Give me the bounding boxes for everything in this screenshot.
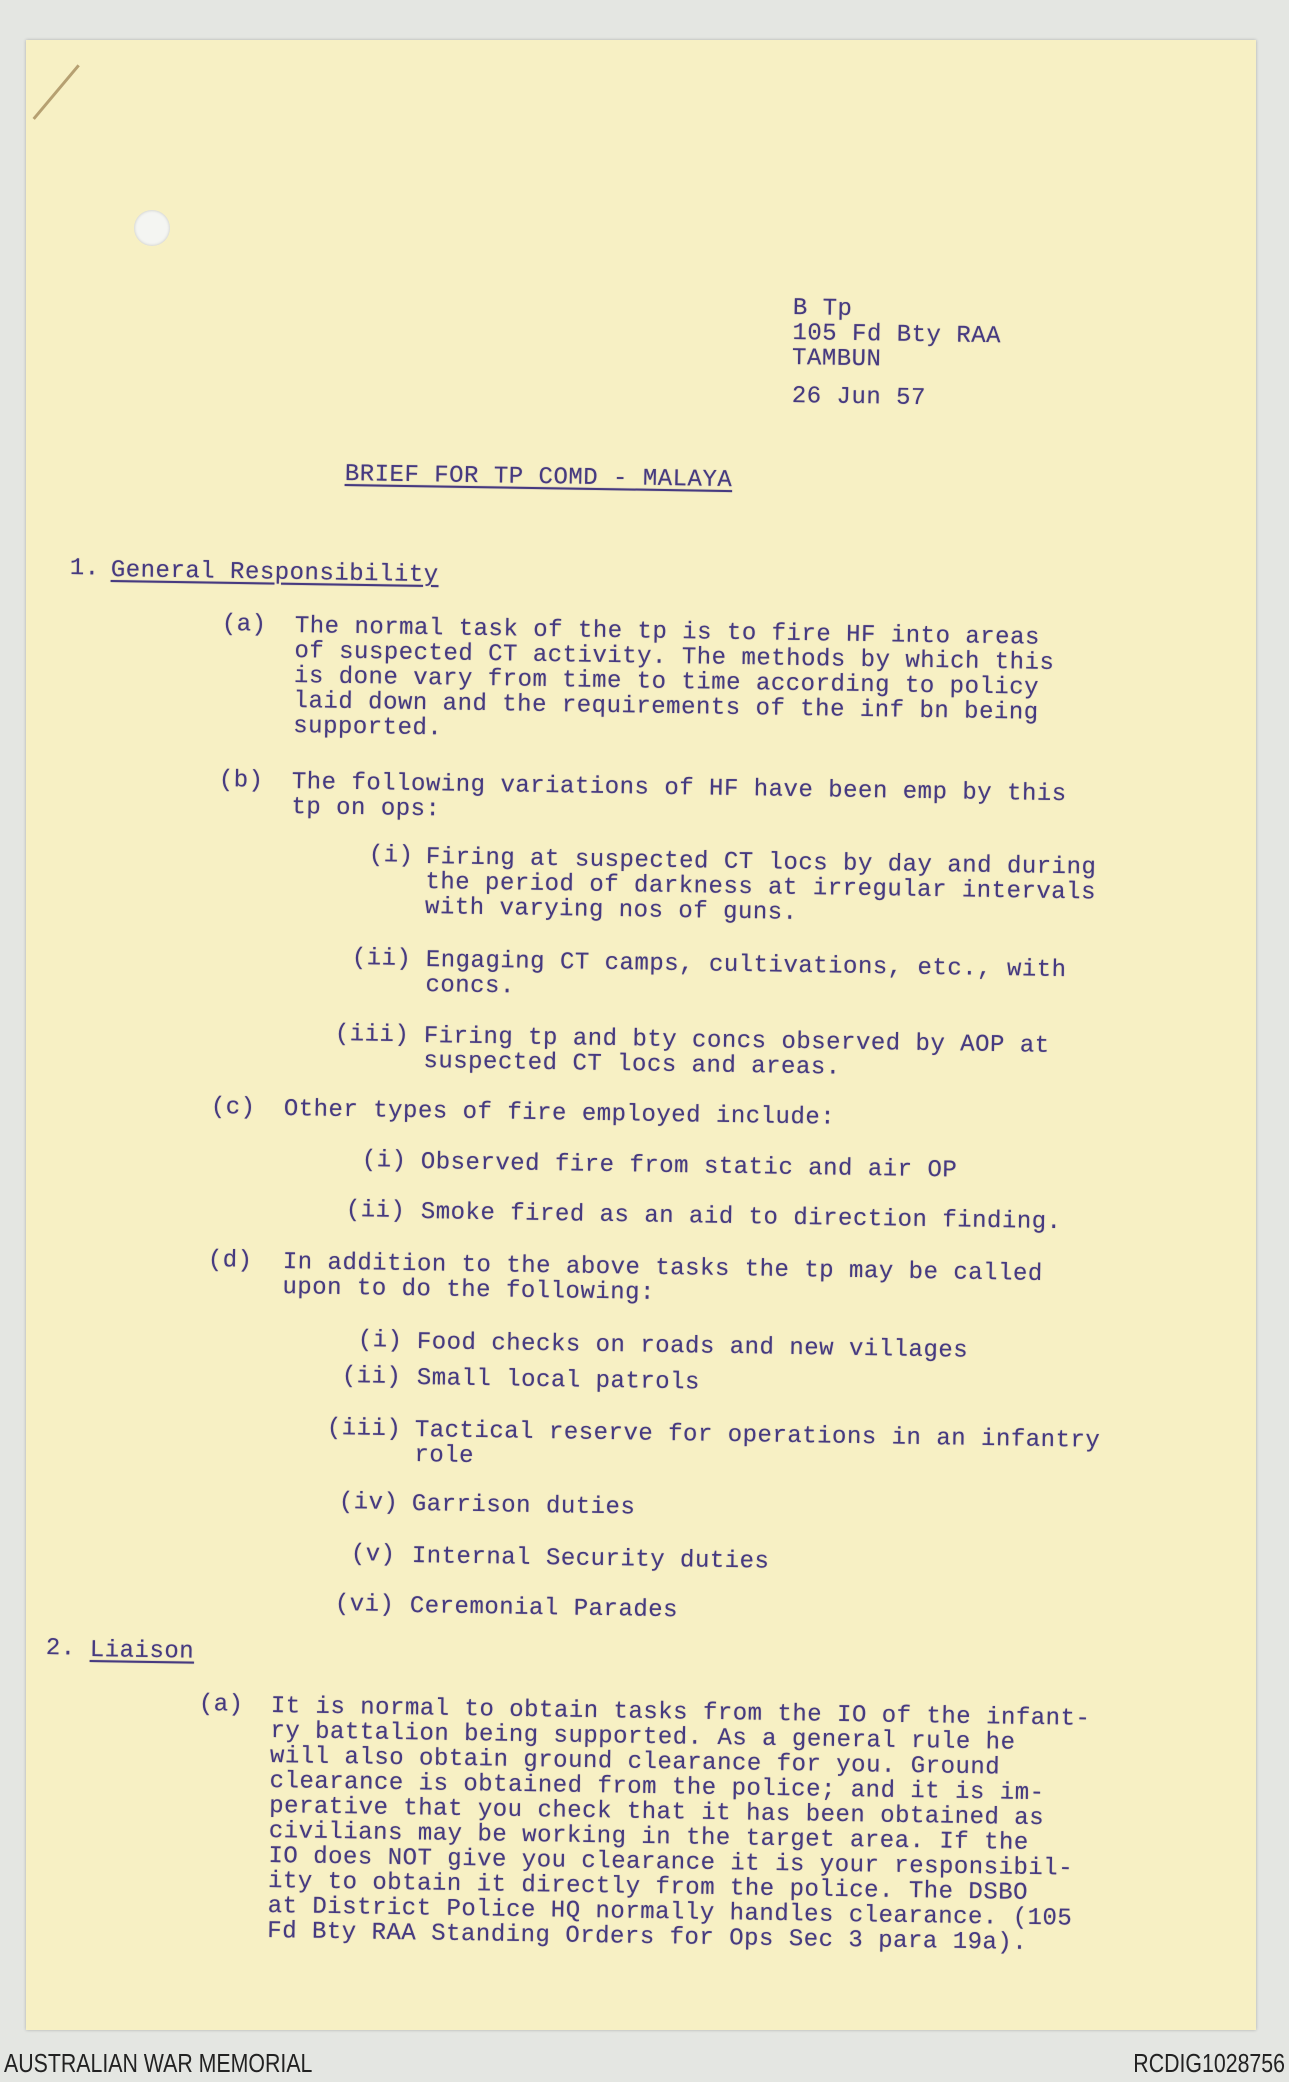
item-1b-label: (b) <box>218 767 264 795</box>
punch-hole <box>134 210 170 246</box>
item-2a-text: It is normal to obtain tasks from the IO of the infant- ry battalion being supported. As a general rule he will also obtain ground clearance for you. Ground clearance is obtained from the police; and it is im- perative that you check that it has been obtained as civilians may be working in the target area. If the IO does NOT give you clearance it is your responsibil- ity to obtain it directly from the police. The DSBO at District Police HQ normally handles clearance. (105 Fd Bty RAA Standing Orders for Ops Sec 3 para 19a). <box>267 1693 1091 1957</box>
address-line-3: TAMBUN <box>791 344 882 374</box>
item-1d-i-text: Food checks on roads and new villages <box>416 1329 969 1365</box>
item-1a-label: (a) <box>221 611 267 639</box>
item-1d-label: (d) <box>207 1247 253 1275</box>
address-line-2: 105 Fd Bty RAA <box>792 319 1002 351</box>
item-1b-i-text: Firing at suspected CT locs by day and during the period of darkness at irregular intervals with varying nos of guns. <box>424 844 1097 927</box>
item-1d-v-label: (v) <box>350 1541 396 1569</box>
item-1d-v-text: Internal Security duties <box>411 1543 770 1576</box>
item-1c-i-label: (i) <box>361 1147 407 1175</box>
item-1d-ii-text: Small local patrols <box>416 1365 701 1397</box>
item-1b-iii-label: (iii) <box>334 1021 410 1050</box>
section-2-heading: Liaison <box>89 1637 195 1666</box>
item-1d-text: In addition to the above tasks the tp may be called upon to do the following: <box>282 1249 1043 1307</box>
item-1b-text: The following variations of HF have been emp by this tp on ops: <box>291 769 1067 824</box>
section-1-heading: General Responsibility <box>110 557 439 590</box>
item-1c-i-text: Observed fire from static and air OP <box>420 1149 958 1185</box>
item-1a-text: The normal task of the tp is to fire HF into areas of suspected CT activity. The methods by which this is done vary from time to time according to policy laid down and the requirements of the inf bn being supported. <box>293 613 1055 743</box>
item-1d-iv-text: Garrison duties <box>411 1491 636 1522</box>
date: 26 Jun 57 <box>791 383 927 413</box>
footer-record-id: RCDIG1028756 <box>1133 2048 1285 2078</box>
item-1d-iv-label: (iv) <box>338 1489 399 1517</box>
address-block <box>792 296 1002 374</box>
item-1c-ii-label: (ii) <box>345 1197 406 1225</box>
item-1c-label: (c) <box>210 1094 256 1122</box>
item-1b-ii-text: Engaging CT camps, cultivations, etc., with concs. <box>425 947 1067 1001</box>
item-1d-vi-label: (vi) <box>334 1591 395 1619</box>
item-1d-iii-text: Tactical reserve for operations in an infantry role <box>414 1417 1101 1470</box>
item-1b-iii-text: Firing tp and bty concs observed by AOP at suspected CT locs and areas. <box>423 1023 1050 1082</box>
item-2a-label: (a) <box>198 1691 244 1719</box>
page-title: BRIEF FOR TP COMD - MALAYA <box>344 461 733 495</box>
item-1d-i-label: (i) <box>357 1327 403 1355</box>
item-1d-ii-label: (ii) <box>341 1363 402 1391</box>
footer-institution: AUSTRALIAN WAR MEMORIAL <box>4 2048 313 2078</box>
section-2-number: 2. <box>45 1635 76 1663</box>
item-1b-i-label: (i) <box>368 842 414 870</box>
item-1c-ii-text: Smoke fired as an aid to direction finding. <box>420 1199 1062 1237</box>
item-1c-text: Other types of fire employed include: <box>283 1096 836 1132</box>
item-1d-iii-label: (iii) <box>326 1415 402 1444</box>
address-line-1: B Tp <box>792 295 853 323</box>
item-1d-vi-text: Ceremonial Parades <box>409 1593 679 1625</box>
item-1b-ii-label: (ii) <box>351 945 412 973</box>
section-1-number: 1. <box>69 555 100 583</box>
